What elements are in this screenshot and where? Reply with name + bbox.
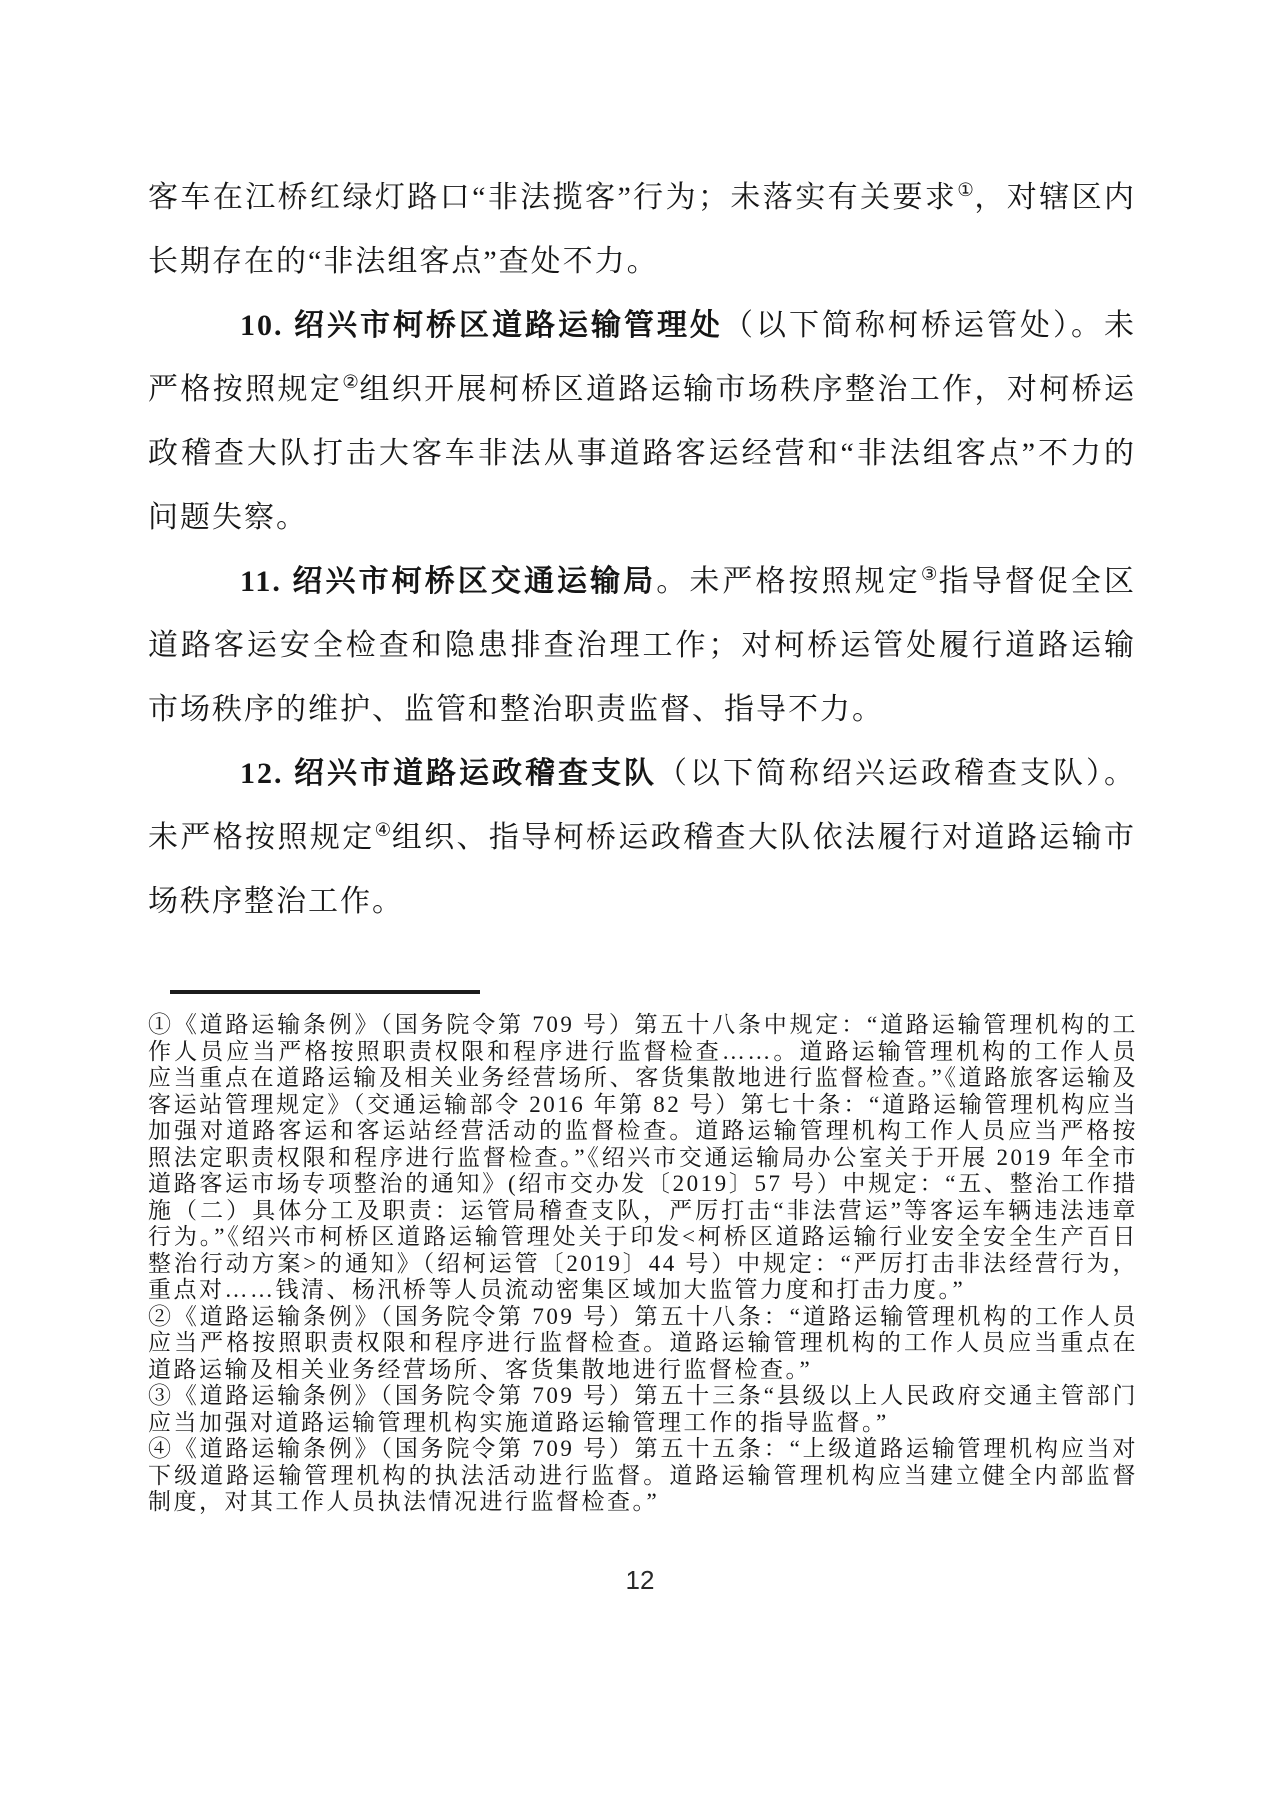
footnote-item: ④《道路运输条例》（国务院令第 709 号）第五十五条：“上级道路运输管理机构应当对下级道路运输管理机构的执法活动进行监督。道路运输管理机构应当建立健全内部监督制度，对其工作人员执法情况进行监督检查。”: [148, 1436, 1138, 1514]
text-run: 组织开展柯桥区道路运输市场秩序整治工作，对柯桥运政稽查大队打击大客车非法从事道路客运经营和“非法组客点”不力的问题失察。: [148, 373, 1136, 534]
footnote-item: ③《道路运输条例》（国务院令第 709 号）第五十三条“县级以上人民政府交通主管部门应当加强对道路运输管理机构实施道路运输管理工作的指导监督。”: [148, 1383, 1138, 1435]
heading-run: 11. 绍兴市柯桥区交通运输局: [240, 565, 657, 598]
footnote-separator: [170, 990, 480, 994]
footnote-reference: ④: [374, 820, 392, 841]
paragraph: [148, 550, 1136, 742]
footnote-item: ①《道路运输条例》（国务院令第 709 号）第五十八条中规定：“道路运输管理机构的工作人员应当严格按照职责权限和程序进行监督检查……。道路运输管理机构的工作人员应当重点在道路运输及相关业务经营场所、客货集散地进行监督检查。”《道路旅客运输及客运站管理规定》（交通运输部令 2016 年第 82 号）第七十条：“道路运输管理机构应当加强对道路客运和客运站经营活动的监督检查。道路运输管理机构工作人员应当严格按照法定职责权限和程序进行监督检查。”《绍兴市交通运输局办公室关于开展 2019 年全市道路客运市场专项整治的通知》(绍市交办发〔2019〕57 号）中规定：“五、整治工作措施（二）具体分工及职责：运管局稽查支队，严厉打击“非法营运”等客运车辆违法违章行为。”《绍兴市柯桥区道路运输管理处关于印发<柯桥区道路运输行业安全安全生产百日整治行动方案>的通知》（绍柯运管〔2019〕44 号）中规定：“严厉打击非法经营行为，重点对……钱清、杨汛桥等人员流动密集区域加大监管力度和打击力度。”: [148, 1012, 1138, 1302]
text-run: 客车在江桥红绿灯路口“非法揽客”行为；未落实有关要求: [148, 181, 958, 214]
paragraph: [148, 166, 1136, 294]
paragraph: [148, 294, 1136, 550]
paragraph: [148, 742, 1136, 934]
text-run: （以下简称柯桥运管处）。未严格按照规定: [148, 309, 1136, 406]
heading-run: 10. 绍兴市柯桥区道路运输管理处: [240, 309, 723, 342]
text-run: 组织、指导柯桥运政稽查大队依法履行对道路运输市场秩序整治工作。: [148, 821, 1137, 918]
body-text: [148, 166, 1136, 934]
footnote-reference: ②: [342, 372, 360, 393]
heading-run: 12. 绍兴市道路运政稽查支队: [240, 757, 657, 790]
text-run: 指导督促全区道路客运安全检查和隐患排查治理工作；对柯桥运管处履行道路运输市场秩序的维护、监管和整治职责监督、指导不力。: [148, 565, 1137, 726]
text-run: （以下简称绍兴运政稽查支队）。未严格按照规定: [148, 757, 1136, 854]
footnote-item: ②《道路运输条例》（国务院令第 709 号）第五十八条：“道路运输管理机构的工作人员应当严格按照职责权限和程序进行监督检查。道路运输管理机构的工作人员应当重点在道路运输及相关业务经营场所、客货集散地进行监督检查。”: [148, 1303, 1138, 1382]
text-run: 。未严格按照规定: [656, 565, 921, 598]
text-run: ，对辖区内长期存在的“非法组客点”查处不力。: [148, 181, 1137, 278]
footnote-reference: ③: [920, 564, 939, 585]
footnotes: [148, 1012, 1138, 1516]
page-number: 12: [625, 1565, 655, 1595]
footnote-reference: ①: [957, 180, 975, 201]
